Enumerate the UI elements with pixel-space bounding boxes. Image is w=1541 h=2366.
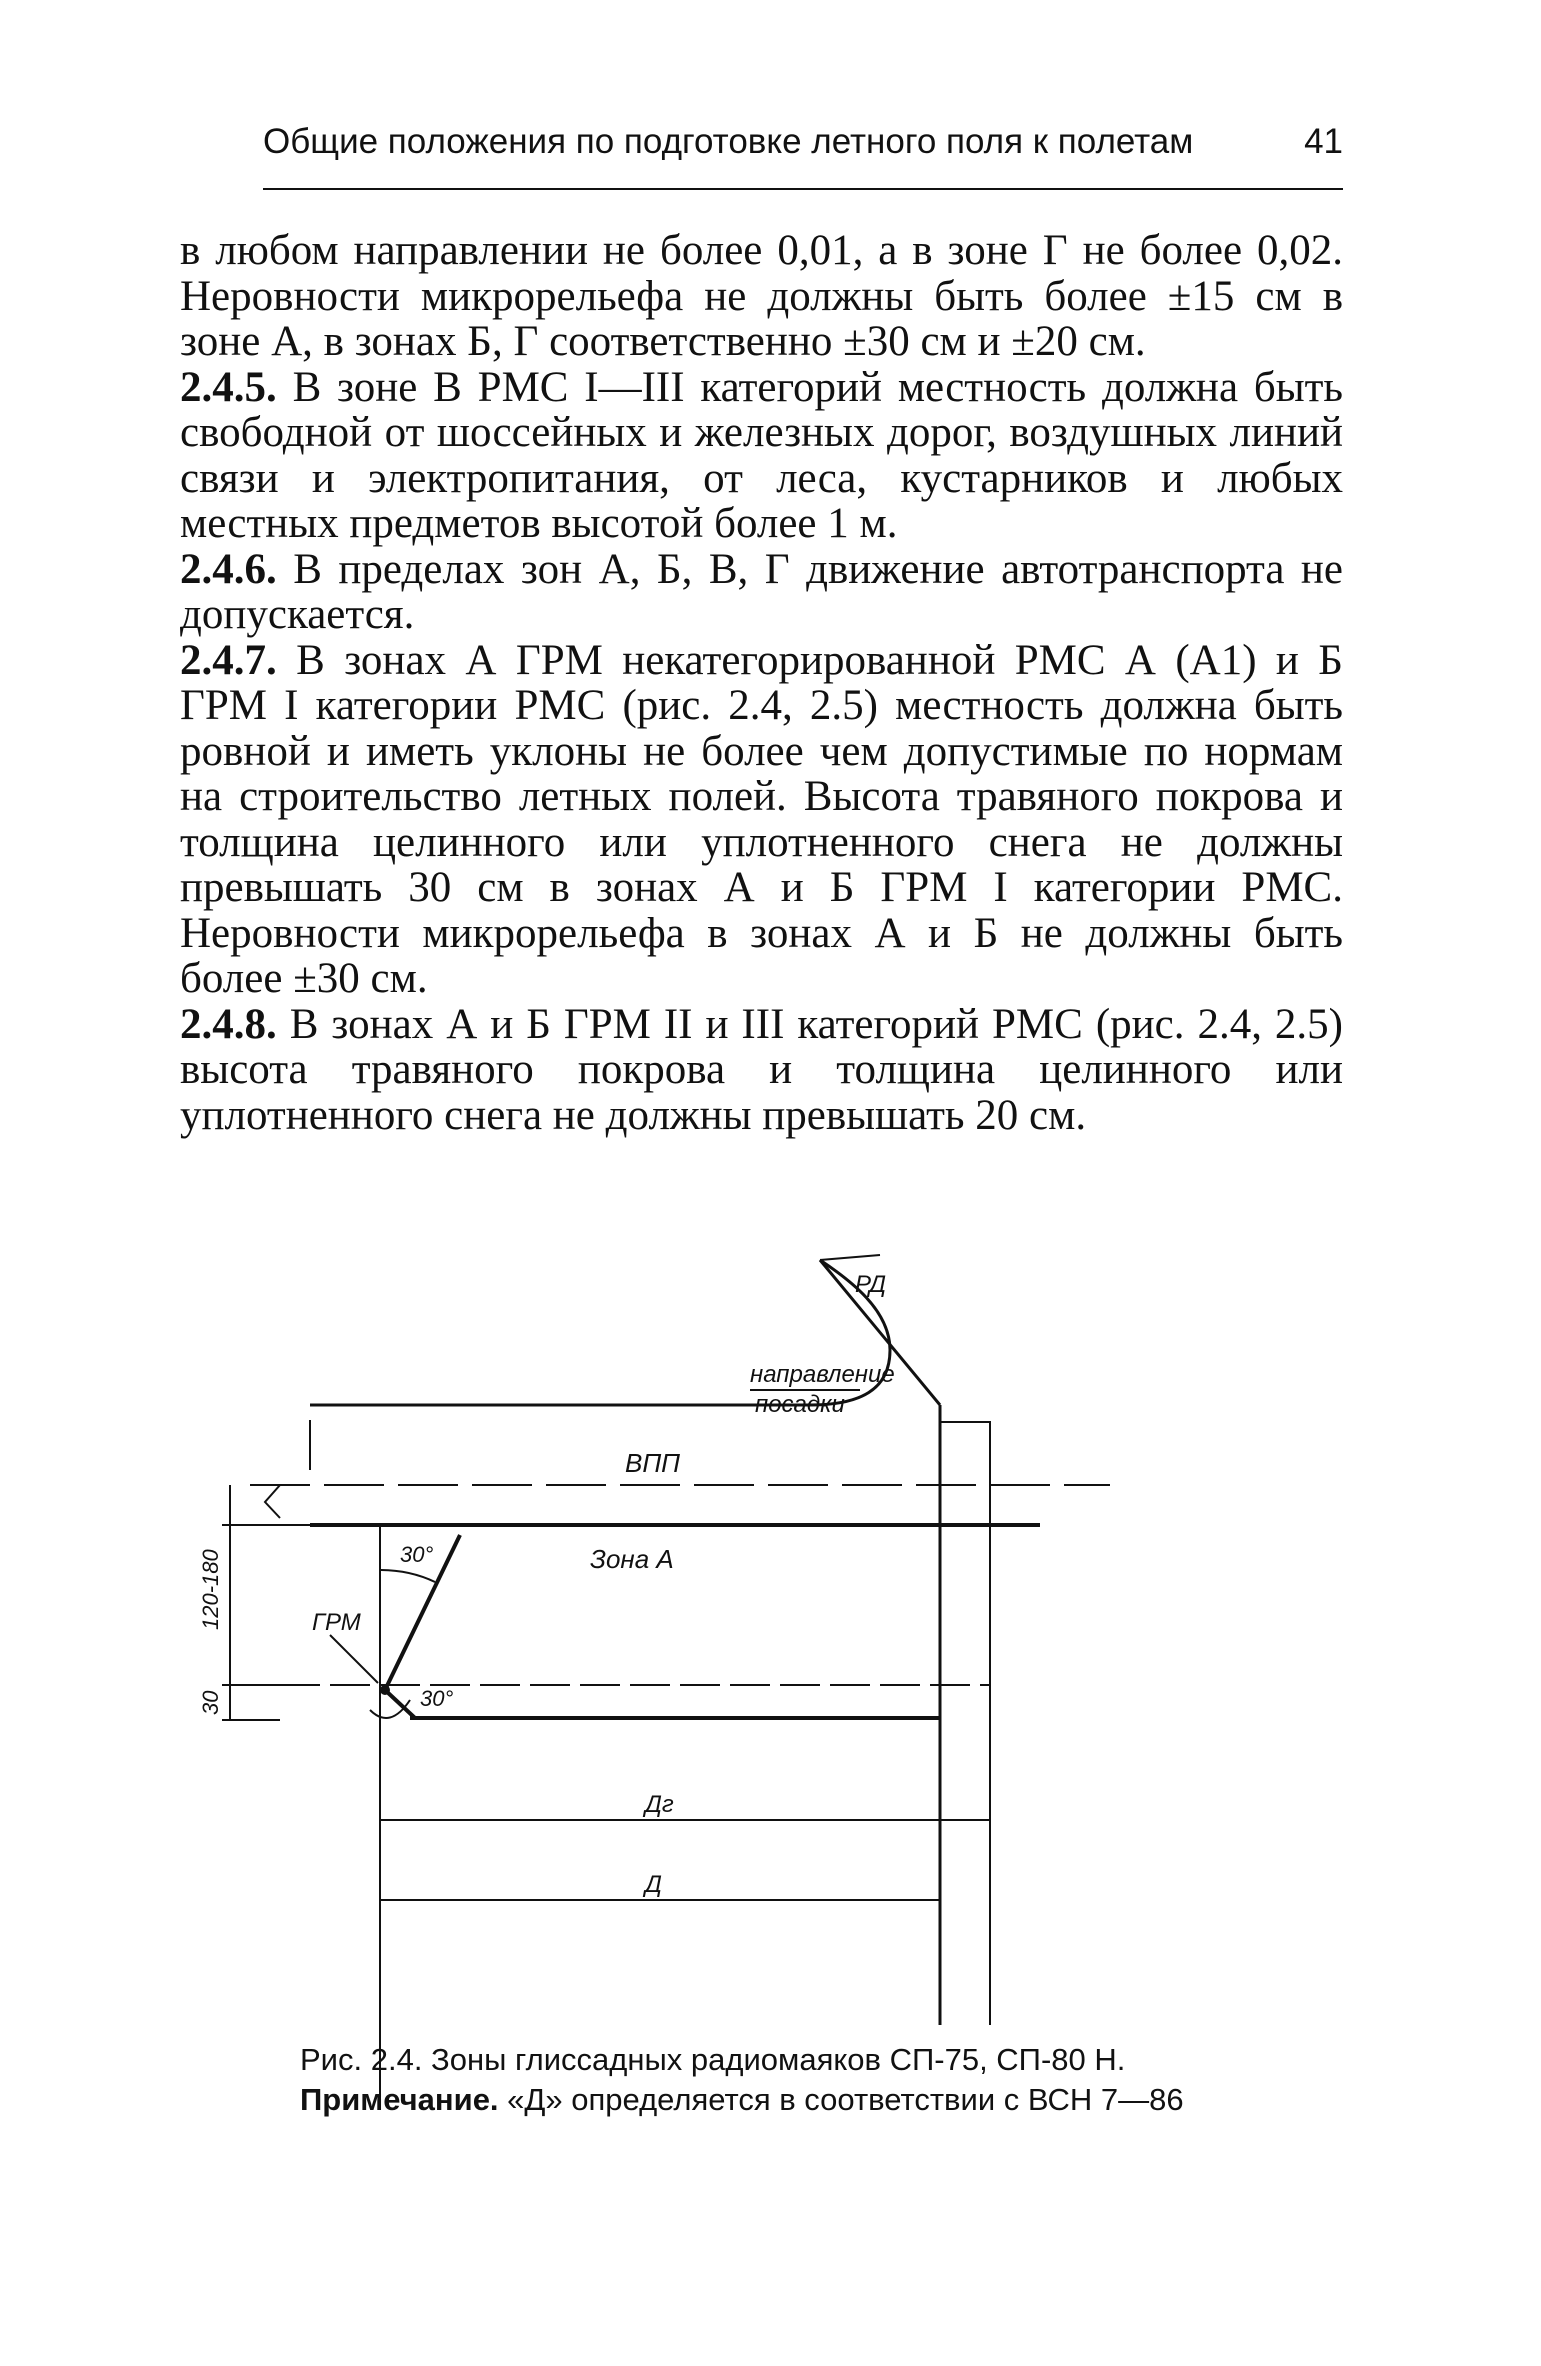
runway-right-block-outer xyxy=(940,1422,990,2025)
label-dim-dg: Дг xyxy=(645,1791,674,1818)
label-landing-direction-1: направление xyxy=(750,1361,895,1388)
paragraph-continuation xyxy=(180,228,1343,365)
label-angle-top: 30° xyxy=(400,1542,434,1567)
paragraph-text: В зонах А ГРМ некатегорированной РМС А (А1) и Б ГРМ I категории РМС (рис. 2.4, 2.5) местность должна быть ровной и иметь уклоны не более чем допустимые по нормам на строительство летных полей. Высота травяного покрова и толщина целинного или уплотненного снега не должны превышать 30 см в зонах А и Б ГРМ I категории РМС. Неровности микрорельефа в зонах А и Б не должны быть более ±30 см. xyxy=(180,636,1344,1002)
paragraph-text: в любом направлении не более 0,01, а в зоне Г не более 0,02. Неровности микрорельефа не должны быть более ±15 см в зоне А, в зонах Б, Г соответственно ±30 см и ±20 см. xyxy=(180,227,1343,365)
label-zone-a: Зона А xyxy=(590,1544,674,1574)
taxiway-edge-inner xyxy=(820,1255,880,1260)
header-title: Общие положения по подготовке летного поля к полетам xyxy=(263,122,1194,161)
angle-arc-top xyxy=(380,1570,435,1582)
paragraph-number: 2.4.6. xyxy=(180,545,277,593)
paragraph-number: 2.4.5. xyxy=(180,363,277,411)
figure-2-4 xyxy=(198,1240,1350,2040)
grm-point xyxy=(380,1685,390,1695)
paragraph-2-4-7 xyxy=(180,638,1343,1002)
paragraph-text: В зонах А и Б ГРМ II и III категорий РМС (рис. 2.4, 2.5) высота травяного покрова и толщина целинного или уплотненного снега не должны превышать 20 см. xyxy=(180,1000,1343,1139)
paragraph-2-4-6 xyxy=(180,547,1343,638)
label-dim-30: 30 xyxy=(198,1690,223,1715)
page-number: 41 xyxy=(1304,122,1343,161)
label-dim-d: Д xyxy=(645,1871,662,1898)
body-text xyxy=(180,228,1343,1138)
paragraph-2-4-5 xyxy=(180,365,1343,547)
caption-note-text: «Д» определяется в соответствии с ВСН 7—86 xyxy=(498,2082,1184,2117)
label-landing-direction-2: посадки xyxy=(755,1391,845,1418)
label-vpp: ВПП xyxy=(625,1448,681,1478)
paragraph-text: В пределах зон А, Б, В, Г движение автотранспорта не допускается. xyxy=(180,545,1343,638)
figure-caption xyxy=(300,2040,1350,2120)
zones-diagram xyxy=(198,1240,1350,2040)
paragraph-text: В зоне В РМС I—III категорий местность должна быть свободной от шоссейных и железных дорог, воздушных линий связи и электропитания, от леса, кустарников и любых местных предметов высотой более 1 м. xyxy=(180,363,1344,547)
label-rd: РД xyxy=(855,1271,887,1298)
grm-leader xyxy=(330,1635,378,1683)
label-dim-120-180: 120-180 xyxy=(198,1549,223,1630)
page-header xyxy=(263,118,1343,190)
label-angle-bottom: 30° xyxy=(420,1686,454,1711)
caption-note-label: Примечание. xyxy=(300,2082,499,2117)
caption-note xyxy=(300,2080,1350,2120)
runway-break-left xyxy=(250,1485,280,1518)
angle-arc-bottom xyxy=(370,1700,410,1718)
label-grm: ГРМ xyxy=(312,1609,361,1636)
paragraph-number: 2.4.8. xyxy=(180,1000,277,1048)
paragraph-number: 2.4.7. xyxy=(180,636,277,684)
grm-line-down xyxy=(385,1690,415,1718)
paragraph-2-4-8 xyxy=(180,1002,1343,1139)
caption-line-1: Рис. 2.4. Зоны глиссадных радиомаяков СП-75, СП-80 Н. xyxy=(300,2042,1126,2077)
